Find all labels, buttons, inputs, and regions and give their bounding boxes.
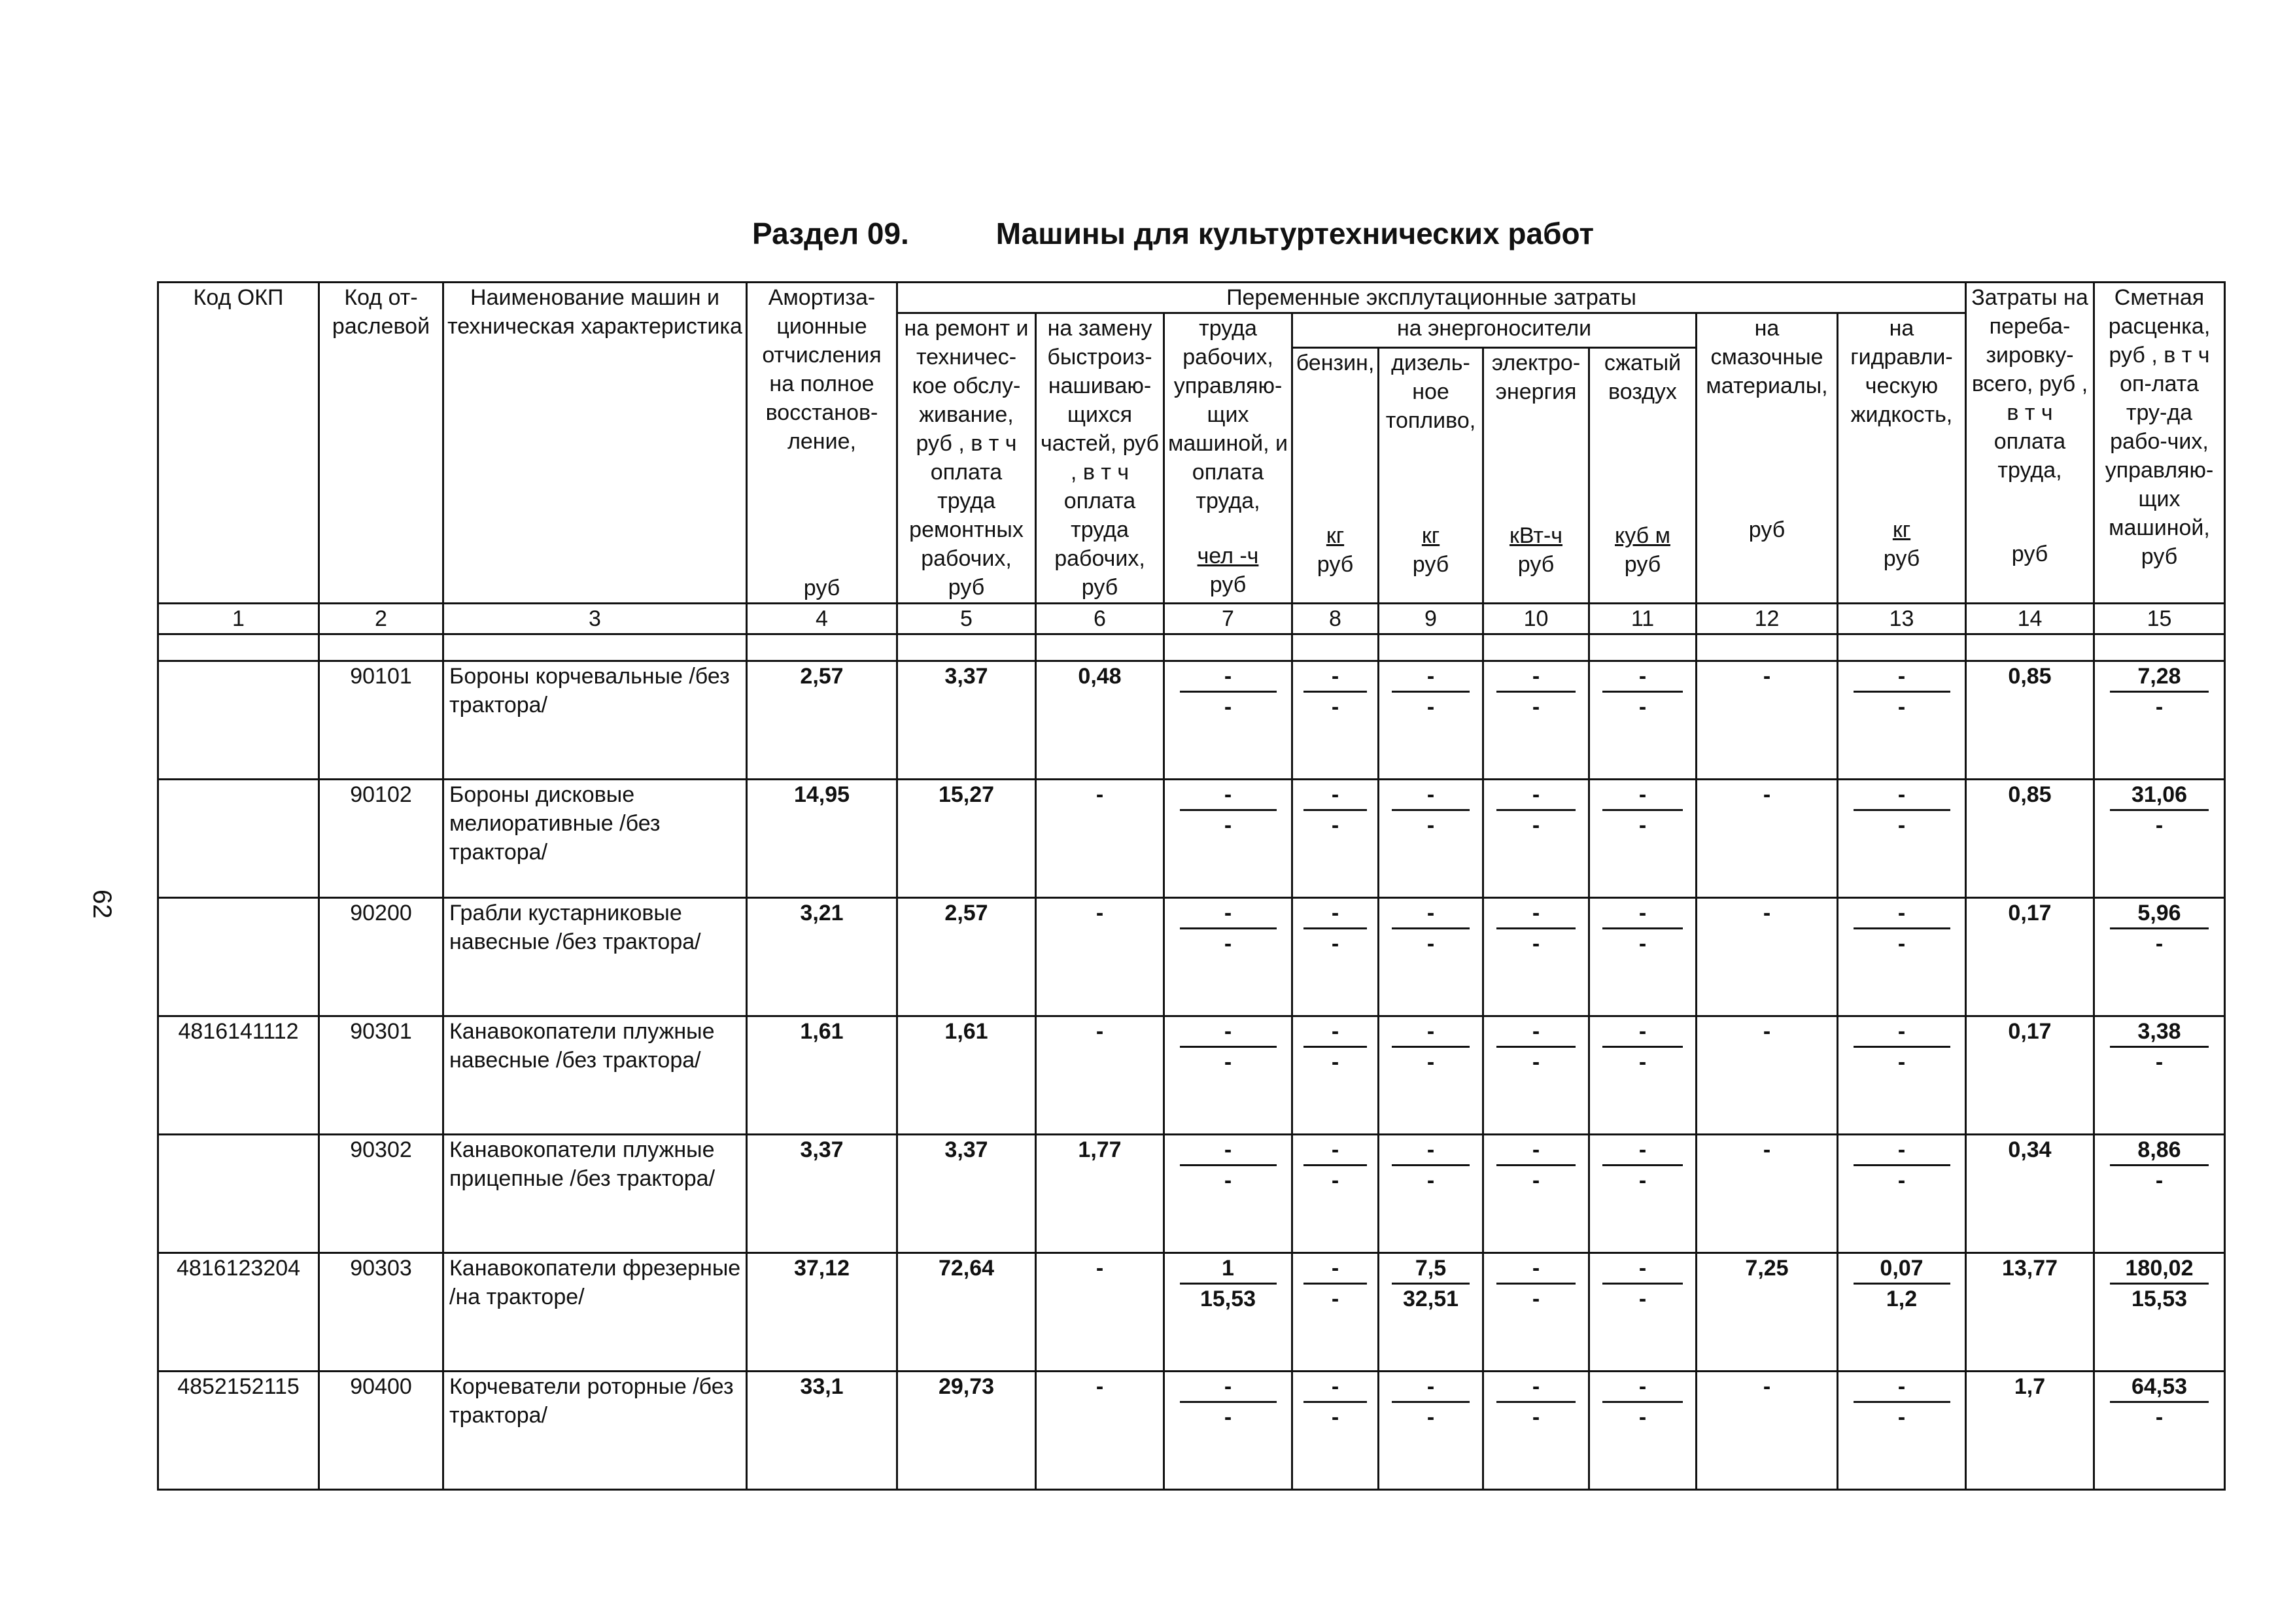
header-diesel-unit2: руб xyxy=(1412,551,1449,577)
amortization-value: 14,95 xyxy=(747,780,897,898)
rate-labor: - xyxy=(2155,1168,2164,1193)
parts-value: - xyxy=(1036,780,1164,898)
diesel-kg: 7,5 xyxy=(1392,1254,1470,1285)
electricity-value xyxy=(1483,1372,1589,1490)
table-row xyxy=(158,898,2225,1016)
labor-value xyxy=(1164,898,1292,1016)
machine-name: Канавокопатели плужные прицепные /без трактора/ xyxy=(443,1135,747,1253)
hydraulic-kg: - xyxy=(1854,1017,1950,1048)
rate-labor: - xyxy=(2155,931,2164,956)
branch-code: 90400 xyxy=(319,1372,443,1490)
header-electricity xyxy=(1483,347,1589,603)
petrol-value xyxy=(1292,898,1379,1016)
header-relocation-text: Затраты на переба-зировку-всего, руб , в т ч оплата труда, xyxy=(1971,285,2088,483)
branch-code: 90200 xyxy=(319,898,443,1016)
hydraulic-cost: - xyxy=(1897,1050,1906,1075)
header-petrol-unit1: кг xyxy=(1326,523,1345,548)
column-number: 6 xyxy=(1036,604,1164,634)
branch-code: 90101 xyxy=(319,661,443,780)
column-number: 8 xyxy=(1292,604,1379,634)
machine-name: Корчеватели роторные /без трактора/ xyxy=(443,1372,747,1490)
relocation-value: 0,85 xyxy=(1966,661,2094,780)
header-labor-unit1: чел -ч xyxy=(1197,544,1259,568)
relocation-value: 1,7 xyxy=(1966,1372,2094,1490)
header-electricity-unit2: руб xyxy=(1517,551,1555,577)
lubricants-value: - xyxy=(1697,1372,1838,1490)
header-lubricants-text: на смазочные материалы, xyxy=(1706,316,1828,398)
electricity-value xyxy=(1483,661,1589,780)
header-labor-text: труда рабочих, управляю-щих машиной, и оплата труда, xyxy=(1167,316,1288,513)
electricity-cost: - xyxy=(1532,931,1540,956)
air-cost: - xyxy=(1638,695,1647,719)
diesel-kg: - xyxy=(1392,1017,1470,1048)
table-row xyxy=(158,1253,2225,1372)
air-value xyxy=(1589,1135,1697,1253)
rate-total: 180,02 xyxy=(2110,1254,2209,1285)
column-number: 13 xyxy=(1838,604,1966,634)
header-amortization-unit: руб xyxy=(803,576,840,600)
labor-cost: - xyxy=(1224,1405,1232,1430)
rate-labor: - xyxy=(2155,1405,2164,1430)
column-number: 14 xyxy=(1966,604,2094,634)
air-value xyxy=(1589,780,1697,898)
lubricants-value: - xyxy=(1697,780,1838,898)
petrol-value xyxy=(1292,661,1379,780)
hydraulic-kg: - xyxy=(1854,1135,1950,1166)
electricity-value xyxy=(1483,1016,1589,1135)
rate-total: 31,06 xyxy=(2110,780,2209,811)
amortization-value: 37,12 xyxy=(747,1253,897,1372)
diesel-kg: - xyxy=(1392,780,1470,811)
column-number: 15 xyxy=(2094,604,2225,634)
petrol-cost: - xyxy=(1331,931,1339,956)
repair-value: 15,27 xyxy=(897,780,1036,898)
labor-hours: - xyxy=(1180,1135,1277,1166)
header-relocation xyxy=(1966,283,2094,604)
header-air xyxy=(1589,347,1697,603)
rate-total: 8,86 xyxy=(2110,1135,2209,1166)
air-value xyxy=(1589,1253,1697,1372)
table-row xyxy=(158,661,2225,780)
electricity-cost: - xyxy=(1532,1168,1540,1193)
petrol-cost: - xyxy=(1331,1168,1339,1193)
labor-cost: - xyxy=(1224,1050,1232,1075)
electricity-cost: - xyxy=(1532,1287,1540,1311)
column-number: 12 xyxy=(1697,604,1838,634)
header-parts-text: на замену быстроиз-нашиваю-щихся частей, руб , в т ч оплата труда рабочих, xyxy=(1041,316,1159,571)
air-cost: - xyxy=(1638,1405,1647,1430)
electricity-cost: - xyxy=(1532,1405,1540,1430)
parts-value: - xyxy=(1036,1016,1164,1135)
rate-value xyxy=(2094,661,2225,780)
diesel-cost: 32,51 xyxy=(1402,1287,1459,1311)
diesel-value xyxy=(1379,898,1483,1016)
electricity-kwh: - xyxy=(1496,1135,1576,1166)
air-cost: - xyxy=(1638,1050,1647,1075)
hydraulic-cost: 1,2 xyxy=(1886,1287,1918,1311)
petrol-kg: - xyxy=(1303,1017,1367,1048)
header-diesel xyxy=(1379,347,1483,603)
okp-code xyxy=(158,661,319,780)
hydraulic-kg: - xyxy=(1854,1372,1950,1403)
petrol-kg: - xyxy=(1303,899,1367,929)
column-number: 2 xyxy=(319,604,443,634)
repair-value: 29,73 xyxy=(897,1372,1036,1490)
hydraulic-value xyxy=(1838,780,1966,898)
electricity-value xyxy=(1483,780,1589,898)
amortization-value: 33,1 xyxy=(747,1372,897,1490)
header-lubricants-unit: руб xyxy=(1748,517,1786,542)
air-cost: - xyxy=(1638,931,1647,956)
hydraulic-cost: - xyxy=(1897,1405,1906,1430)
hydraulic-kg: - xyxy=(1854,662,1950,693)
diesel-cost: - xyxy=(1426,695,1435,719)
okp-code xyxy=(158,780,319,898)
petrol-value xyxy=(1292,1253,1379,1372)
hydraulic-value xyxy=(1838,1253,1966,1372)
parts-value: - xyxy=(1036,1253,1164,1372)
parts-value: - xyxy=(1036,898,1164,1016)
petrol-cost: - xyxy=(1331,695,1339,719)
diesel-value xyxy=(1379,661,1483,780)
okp-code: 4852152115 xyxy=(158,1372,319,1490)
header-hydraulic xyxy=(1838,313,1966,604)
header-hydraulic-unit2: руб xyxy=(1883,546,1920,571)
header-labor-unit2: руб xyxy=(1209,572,1247,597)
air-volume: - xyxy=(1602,1135,1682,1166)
electricity-cost: - xyxy=(1532,813,1540,838)
electricity-kwh: - xyxy=(1496,1372,1576,1403)
lubricants-value: - xyxy=(1697,898,1838,1016)
header-repair-unit: руб xyxy=(948,575,985,600)
air-volume: - xyxy=(1602,780,1682,811)
petrol-cost: - xyxy=(1331,813,1339,838)
air-cost: - xyxy=(1638,1168,1647,1193)
diesel-value xyxy=(1379,1372,1483,1490)
page-number: 62 xyxy=(88,890,116,919)
header-lubricants xyxy=(1697,313,1838,604)
petrol-value xyxy=(1292,780,1379,898)
header-repair xyxy=(897,313,1036,604)
air-value xyxy=(1589,898,1697,1016)
petrol-value xyxy=(1292,1135,1379,1253)
electricity-value xyxy=(1483,898,1589,1016)
header-petrol xyxy=(1292,347,1379,603)
amortization-value: 3,21 xyxy=(747,898,897,1016)
hydraulic-value xyxy=(1838,898,1966,1016)
header-air-text: сжатый воздух xyxy=(1604,350,1682,404)
diesel-cost: - xyxy=(1426,1050,1435,1075)
header-petrol-unit2: руб xyxy=(1317,551,1354,577)
branch-code: 90303 xyxy=(319,1253,443,1372)
labor-hours: 1 xyxy=(1180,1254,1277,1285)
table-row xyxy=(158,1016,2225,1135)
relocation-value: 0,34 xyxy=(1966,1135,2094,1253)
rate-value xyxy=(2094,898,2225,1016)
repair-value: 3,37 xyxy=(897,661,1036,780)
column-number: 11 xyxy=(1589,604,1697,634)
air-volume: - xyxy=(1602,1017,1682,1048)
header-air-unit1: куб м xyxy=(1615,523,1670,548)
rate-total: 5,96 xyxy=(2110,899,2209,929)
labor-value xyxy=(1164,1253,1292,1372)
labor-hours: - xyxy=(1180,1017,1277,1048)
hydraulic-cost: - xyxy=(1897,695,1906,719)
diesel-kg: - xyxy=(1392,899,1470,929)
machine-name: Канавокопатели фрезерные /на тракторе/ xyxy=(443,1253,747,1372)
column-number: 7 xyxy=(1164,604,1292,634)
machine-name: Бороны дисковые мелиоративные /без трактора/ xyxy=(443,780,747,898)
rate-labor: - xyxy=(2155,1050,2164,1075)
petrol-cost: - xyxy=(1331,1050,1339,1075)
header-repair-text: на ремонт и техничес-кое обслу-живание, руб , в т ч оплата труда ремонтных рабочих, xyxy=(904,316,1029,571)
diesel-value xyxy=(1379,1253,1483,1372)
relocation-value: 13,77 xyxy=(1966,1253,2094,1372)
air-cost: - xyxy=(1638,813,1647,838)
hydraulic-cost: - xyxy=(1897,931,1906,956)
table-row xyxy=(158,780,2225,898)
diesel-cost: - xyxy=(1426,813,1435,838)
column-number: 4 xyxy=(747,604,897,634)
hydraulic-value xyxy=(1838,661,1966,780)
rate-value xyxy=(2094,1372,2225,1490)
labor-cost: 15,53 xyxy=(1199,1287,1256,1311)
repair-value: 72,64 xyxy=(897,1253,1036,1372)
lubricants-value: 7,25 xyxy=(1697,1253,1838,1372)
rate-total: 3,38 xyxy=(2110,1017,2209,1048)
header-branch-code: Код от-раслевой xyxy=(319,283,443,604)
rate-value xyxy=(2094,1135,2225,1253)
section-label: Раздел 09. xyxy=(752,216,909,251)
diesel-value xyxy=(1379,1016,1483,1135)
diesel-value xyxy=(1379,1135,1483,1253)
machine-name: Канавокопатели плужные навесные /без трактора/ xyxy=(443,1016,747,1135)
electricity-kwh: - xyxy=(1496,662,1576,693)
machine-rates-table xyxy=(157,281,2226,1491)
hydraulic-value xyxy=(1838,1372,1966,1490)
petrol-value xyxy=(1292,1372,1379,1490)
parts-value: 1,77 xyxy=(1036,1135,1164,1253)
hydraulic-cost: - xyxy=(1897,813,1906,838)
labor-hours: - xyxy=(1180,899,1277,929)
labor-hours: - xyxy=(1180,662,1277,693)
header-amortization xyxy=(747,283,897,604)
hydraulic-kg: - xyxy=(1854,899,1950,929)
table-row xyxy=(158,1135,2225,1253)
petrol-kg: - xyxy=(1303,1254,1367,1285)
header-hydraulic-text: на гидравли-ческую жидкость, xyxy=(1850,316,1953,427)
header-labor xyxy=(1164,313,1292,604)
header-parts xyxy=(1036,313,1164,604)
column-number: 10 xyxy=(1483,604,1589,634)
branch-code: 90302 xyxy=(319,1135,443,1253)
header-air-unit2: руб xyxy=(1624,551,1661,577)
air-volume: - xyxy=(1602,899,1682,929)
amortization-value: 2,57 xyxy=(747,661,897,780)
header-rate xyxy=(2094,283,2225,604)
amortization-value: 3,37 xyxy=(747,1135,897,1253)
section-title: Машины для культуртехнических работ xyxy=(995,216,1595,251)
parts-value: - xyxy=(1036,1372,1164,1490)
machine-name: Бороны корчевальные /без трактора/ xyxy=(443,661,747,780)
petrol-kg: - xyxy=(1303,1135,1367,1166)
petrol-kg: - xyxy=(1303,662,1367,693)
diesel-kg: - xyxy=(1392,1135,1470,1166)
electricity-kwh: - xyxy=(1496,780,1576,811)
labor-hours: - xyxy=(1180,1372,1277,1403)
labor-cost: - xyxy=(1224,931,1232,956)
relocation-value: 0,17 xyxy=(1966,1016,2094,1135)
column-number: 9 xyxy=(1379,604,1483,634)
electricity-value xyxy=(1483,1135,1589,1253)
rate-total: 7,28 xyxy=(2110,662,2209,693)
rate-labor: - xyxy=(2155,813,2164,838)
labor-value xyxy=(1164,1016,1292,1135)
petrol-kg: - xyxy=(1303,1372,1367,1403)
petrol-cost: - xyxy=(1331,1405,1339,1430)
labor-cost: - xyxy=(1224,695,1232,719)
relocation-value: 0,17 xyxy=(1966,898,2094,1016)
okp-code: 4816141112 xyxy=(158,1016,319,1135)
diesel-kg: - xyxy=(1392,1372,1470,1403)
hydraulic-kg: - xyxy=(1854,780,1950,811)
header-amortization-text: Амортиза-ционные отчисления на полное восстанов-ление, xyxy=(762,285,882,454)
petrol-cost: - xyxy=(1331,1287,1339,1311)
labor-hours: - xyxy=(1180,780,1277,811)
column-number: 5 xyxy=(897,604,1036,634)
rate-value xyxy=(2094,780,2225,898)
header-variable-costs: Переменные эксплутационные затраты xyxy=(897,283,1966,313)
lubricants-value: - xyxy=(1697,661,1838,780)
header-electricity-text: электро-энергия xyxy=(1491,350,1581,404)
labor-value xyxy=(1164,780,1292,898)
header-petrol-text: бензин, xyxy=(1296,350,1375,375)
air-volume: - xyxy=(1602,1254,1682,1285)
okp-code xyxy=(158,898,319,1016)
hydraulic-kg: 0,07 xyxy=(1854,1254,1950,1285)
air-volume: - xyxy=(1602,662,1682,693)
rate-total: 64,53 xyxy=(2110,1372,2209,1403)
rate-labor: 15,53 xyxy=(2131,1287,2188,1311)
petrol-value xyxy=(1292,1016,1379,1135)
header-diesel-unit1: кг xyxy=(1421,523,1440,548)
table-row xyxy=(158,1372,2225,1490)
header-rate-unit: руб xyxy=(2141,544,2178,569)
electricity-kwh: - xyxy=(1496,1017,1576,1048)
air-volume: - xyxy=(1602,1372,1682,1403)
diesel-cost: - xyxy=(1426,1405,1435,1430)
branch-code: 90301 xyxy=(319,1016,443,1135)
hydraulic-value xyxy=(1838,1135,1966,1253)
repair-value: 2,57 xyxy=(897,898,1036,1016)
electricity-kwh: - xyxy=(1496,899,1576,929)
column-number: 1 xyxy=(158,604,319,634)
air-value xyxy=(1589,1372,1697,1490)
repair-value: 1,61 xyxy=(897,1016,1036,1135)
rate-value xyxy=(2094,1016,2225,1135)
header-rate-text: Сметная расценка, руб , в т ч оп-лата тру-да рабо-чих, управляю-щих машиной, xyxy=(2105,285,2214,540)
electricity-cost: - xyxy=(1532,1050,1540,1075)
diesel-kg: - xyxy=(1392,662,1470,693)
diesel-value xyxy=(1379,780,1483,898)
page-title xyxy=(752,216,1594,251)
labor-value xyxy=(1164,1372,1292,1490)
air-value xyxy=(1589,661,1697,780)
diesel-cost: - xyxy=(1426,931,1435,956)
air-value xyxy=(1589,1016,1697,1135)
okp-code xyxy=(158,1135,319,1253)
header-electricity-unit1: кВт-ч xyxy=(1509,523,1563,548)
electricity-kwh: - xyxy=(1496,1254,1576,1285)
lubricants-value: - xyxy=(1697,1016,1838,1135)
header-okp: Код ОКП xyxy=(158,283,319,604)
labor-cost: - xyxy=(1224,1168,1232,1193)
amortization-value: 1,61 xyxy=(747,1016,897,1135)
electricity-cost: - xyxy=(1532,695,1540,719)
repair-value: 3,37 xyxy=(897,1135,1036,1253)
hydraulic-value xyxy=(1838,1016,1966,1135)
petrol-kg: - xyxy=(1303,780,1367,811)
column-number: 3 xyxy=(443,604,747,634)
electricity-value xyxy=(1483,1253,1589,1372)
header-hydraulic-unit1: кг xyxy=(1892,517,1911,542)
branch-code: 90102 xyxy=(319,780,443,898)
rate-labor: - xyxy=(2155,695,2164,719)
header-energy: на энергоносители xyxy=(1292,313,1697,348)
labor-value xyxy=(1164,661,1292,780)
header-name: Наименование машин и техническая характеристика xyxy=(443,283,747,604)
parts-value: 0,48 xyxy=(1036,661,1164,780)
air-cost: - xyxy=(1638,1287,1647,1311)
okp-code: 4816123204 xyxy=(158,1253,319,1372)
rate-value xyxy=(2094,1253,2225,1372)
labor-value xyxy=(1164,1135,1292,1253)
header-diesel-text: дизель-ное топливо, xyxy=(1385,350,1476,433)
relocation-value: 0,85 xyxy=(1966,780,2094,898)
header-parts-unit: руб xyxy=(1081,575,1118,600)
machine-name: Грабли кустарниковые навесные /без трактора/ xyxy=(443,898,747,1016)
lubricants-value: - xyxy=(1697,1135,1838,1253)
hydraulic-cost: - xyxy=(1897,1168,1906,1193)
diesel-cost: - xyxy=(1426,1168,1435,1193)
header-relocation-unit: руб xyxy=(2011,542,2048,566)
column-numbers-row xyxy=(158,604,2225,634)
labor-cost: - xyxy=(1224,813,1232,838)
